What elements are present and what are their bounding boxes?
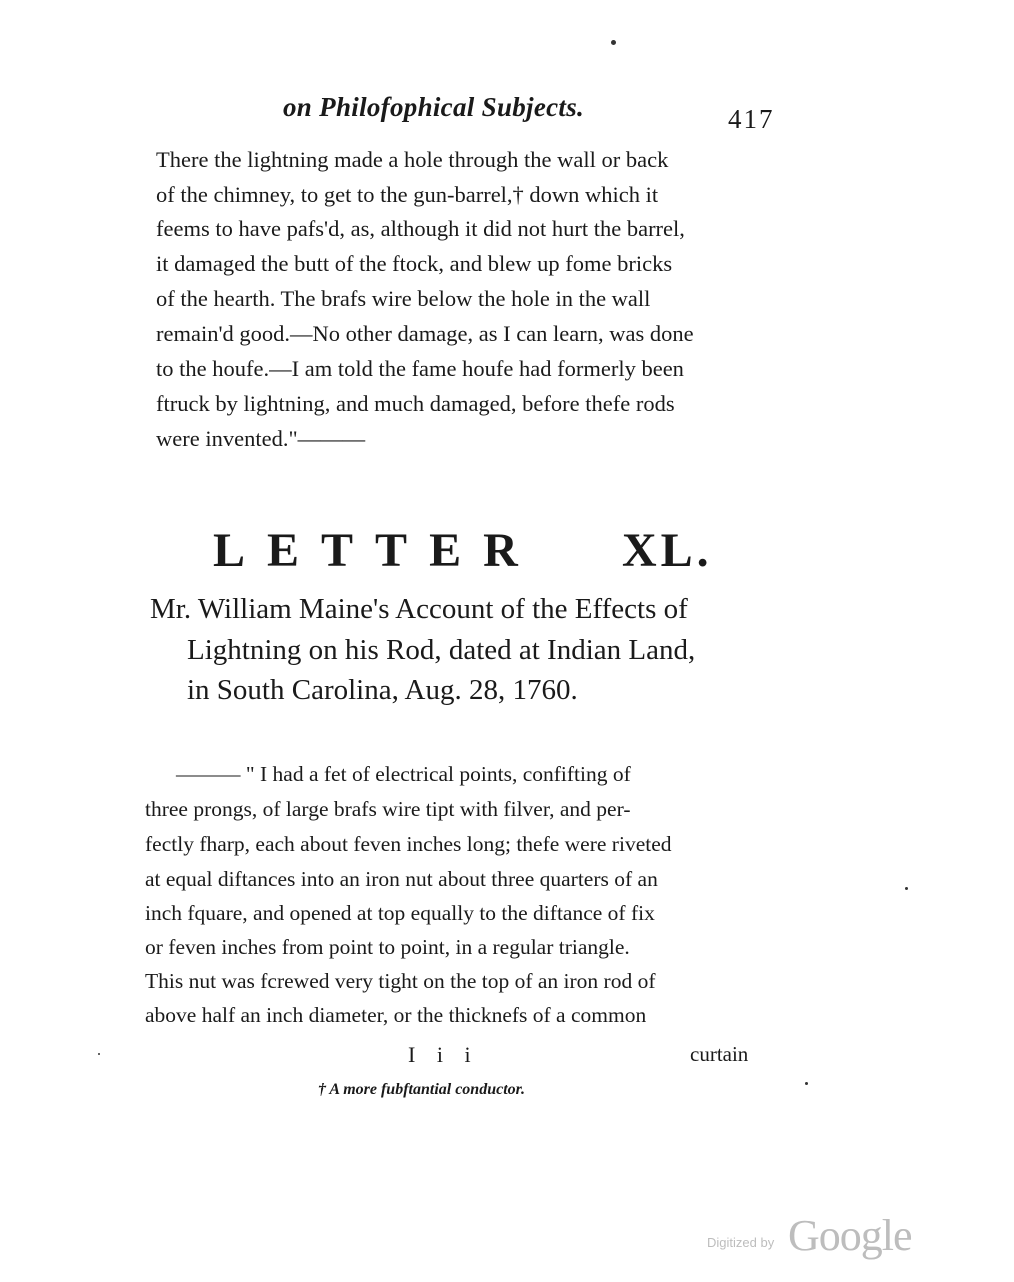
text-line: to the houfe.—I am told the fame houfe had formerly been	[156, 356, 684, 381]
signature-mark: I i i	[408, 1042, 479, 1067]
scan-speck	[611, 40, 616, 45]
text-line: ——— " I had a fet of electrical points, confifting of	[176, 762, 631, 786]
text-line: remain'd good.—No other damage, as I can learn, was done	[156, 321, 694, 346]
subtitle-line: in South Carolina, Aug. 28, 1760.	[187, 674, 578, 706]
subtitle-line: Lightning on his Rod, dated at Indian Land,	[187, 634, 696, 666]
letter-number: XL.	[622, 524, 713, 577]
text-line: or feven inches from point to point, in a regular triangle.	[145, 935, 630, 959]
scan-speck	[905, 887, 908, 890]
running-header-title: on Philofophical Subjects.	[283, 92, 585, 122]
text-line: ftruck by lightning, and much damaged, before thefe rods	[156, 391, 675, 416]
page-number: 417	[728, 104, 775, 134]
text-line: were invented."———	[156, 426, 366, 451]
text-line: fectly fharp, each about feven inches long; thefe were riveted	[145, 832, 672, 856]
text-line: feems to have pafs'd, as, although it did not hurt the barrel,	[156, 216, 685, 241]
text-line: of the hearth. The brafs wire below the hole in the wall	[156, 286, 651, 311]
subtitle-line: Mr. William Maine's Account of the Effects of	[150, 593, 688, 625]
scan-speck	[98, 1053, 100, 1055]
scan-speck	[805, 1082, 808, 1085]
google-watermark-logo: Google	[788, 1211, 912, 1260]
letter-heading: LETTER	[213, 524, 540, 577]
catchword: curtain	[690, 1042, 749, 1066]
text-line: it damaged the butt of the ftock, and blew up fome bricks	[156, 251, 673, 276]
text-line: of the chimney, to get to the gun-barrel,† down which it	[156, 182, 659, 207]
text-line: at equal diftances into an iron nut about three quarters of an	[145, 867, 658, 891]
footnote: † A more fubftantial conductor.	[318, 1081, 525, 1098]
text-line: three prongs, of large brafs wire tipt with filver, and per-	[145, 797, 631, 821]
digitized-by-label: Digitized by	[707, 1235, 775, 1250]
text-line: above half an inch diameter, or the thicknefs of a common	[145, 1003, 647, 1027]
text-line: There the lightning made a hole through the wall or back	[156, 147, 669, 172]
text-line: inch fquare, and opened at top equally to the diftance of fix	[145, 901, 655, 925]
text-line: This nut was fcrewed very tight on the top of an iron rod of	[145, 969, 656, 993]
